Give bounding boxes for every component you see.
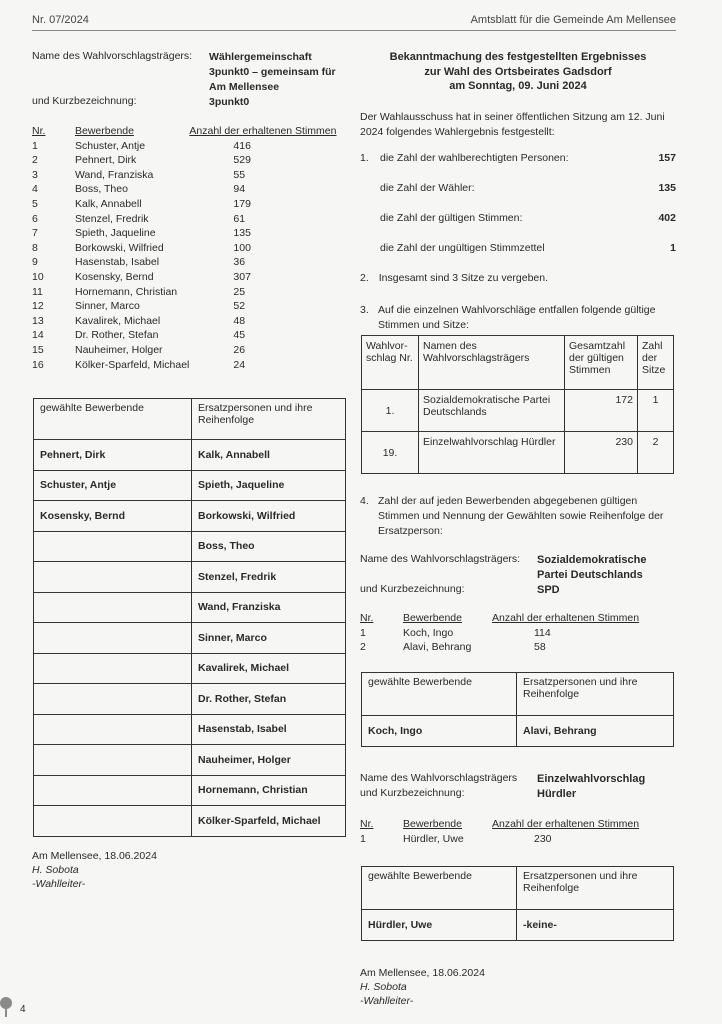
stat-invalid-ballots: die Zahl der ungültigen Stimmzettel 1 xyxy=(380,242,676,254)
publication-title: Amtsblatt für die Gemeinde Am Mellensee xyxy=(470,14,676,26)
table-row: Kosensky, Bernd Borkowski, Wilfried xyxy=(34,501,346,532)
hdr-seats: Zahl der Sitze xyxy=(638,336,674,390)
nominator-label: Name des Wahlvorschlagsträgers: xyxy=(32,50,193,62)
table-row: 3 Wand, Franziska 55 xyxy=(32,168,246,181)
table-row: 9 Hasenstab, Isabel 36 xyxy=(32,256,246,269)
page-number: 4 xyxy=(20,1004,26,1015)
table-row: Dr. Rother, Stefan xyxy=(34,684,346,715)
substitutes-header: Ersatzpersonen und ihre Reihenfolge xyxy=(192,399,346,440)
huerdler-name: Einzelwahlvorschlag Hürdler xyxy=(537,773,646,800)
result-row: 19. Einzelwahlvorschlag Hürdler 230 2 xyxy=(362,432,674,474)
elected-rows xyxy=(34,440,346,837)
col-candidate: Bewerbende xyxy=(75,125,134,137)
table-row: Kölker-Sparfeld, Michael xyxy=(34,806,346,837)
spd-nominator-block: Name des Wahlvorschlagsträgers: Sozialdemokratische Partei Deutschlands SPD und Kurzbezeichnung: xyxy=(360,553,647,596)
stat-eligible: die Zahl der wahlberechtigten Personen: 157 xyxy=(380,152,676,164)
hdr-nominator: Namen des Wahlvorschlagsträgers xyxy=(419,336,565,390)
huerdler-candidate-table: Nr. Bewerbende Anzahl der erhaltenen Stimmen 1 Hürdler, Uwe 230 xyxy=(360,818,639,847)
table-row: Hornemann, Christian xyxy=(34,775,346,806)
signer: H. Sobota xyxy=(32,864,79,876)
table-row: 1 Koch, Ingo 114 xyxy=(360,626,551,639)
short-label: und Kurzbezeichnung: xyxy=(32,95,137,107)
table-row: 1 Schuster, Antje 416 xyxy=(32,139,251,152)
table-row: 4 Boss, Theo 94 xyxy=(32,183,246,196)
table-row: 6 Stenzel, Fredrik 61 xyxy=(32,212,246,225)
nominator-name: Wählergemeinschaft 3punkt0 – gemeinsam für Am Mellensee 3punkt0 xyxy=(209,51,336,108)
table-row: 7 Spieth, Jaqueline 135 xyxy=(32,227,251,240)
nominator-block xyxy=(32,50,352,114)
table-row: 5 Kalk, Annabell 179 xyxy=(32,197,251,210)
huerdler-nominator-block: Name des Wahlvorschlagsträgers Einzelwahlvorschlag Hürdler und Kurzbezeichnung: xyxy=(360,772,646,800)
candidate-table xyxy=(32,125,336,373)
table-row: Schuster, Antje Spieth, Jaqueline xyxy=(34,470,346,501)
table-row: 16 Kölker-Sparfeld, Michael 24 xyxy=(32,358,246,371)
item-3: 3. Auf die einzelnen Wahlvorschläge entfallen folgende gültige Stimmen und Sitze: xyxy=(360,304,656,331)
table-row: Stenzel, Fredrik xyxy=(34,562,346,593)
table-row: Hasenstab, Isabel xyxy=(34,714,346,745)
huerdler-elected-table: gewählte Bewerbende Ersatzpersonen und ihre Reihenfolge Hürdler, Uwe -keine- xyxy=(361,866,674,941)
right-signature: Am Mellensee, 18.06.2024 H. Sobota -Wahlleiter- xyxy=(360,967,485,1007)
hdr-list-nr: Wahlvor-schlag Nr. xyxy=(362,336,419,390)
table-row: Wand, Franziska xyxy=(34,592,346,623)
table-row: Koch, Ingo Alavi, Behrang xyxy=(362,716,674,747)
tree-icon xyxy=(0,995,14,1017)
table-row: Pehnert, Dirk Kalk, Annabell xyxy=(34,440,346,471)
stat-valid-votes: die Zahl der gültigen Stimmen: 402 xyxy=(380,212,676,224)
spd-elected-table: gewählte Bewerbende Ersatzpersonen und ihre Reihenfolge Koch, Ingo Alavi, Behrang xyxy=(361,672,674,747)
table-row: 13 Kavalirek, Michael 48 xyxy=(32,314,246,327)
table-row: Boss, Theo xyxy=(34,531,346,562)
table-row: 15 Nauheimer, Holger 26 xyxy=(32,343,246,356)
results-table xyxy=(361,335,674,474)
candidate-rows xyxy=(32,140,336,374)
announcement-title: Bekanntmachung des festgestellten Ergebnisses zur Wahl des Ortsbeirates Gadsdorf am Sonntag, 09. Juni 2024 xyxy=(389,51,647,92)
left-signature xyxy=(32,849,157,891)
item-4: 4. Zahl der auf jeden Bewerbenden abgegebenen gültigen Stimmen und Nennung der Gewählten sowie Reihenfolge der Ersatzperson: xyxy=(360,495,664,537)
table-row: 8 Borkowski, Wilfried 100 xyxy=(32,241,251,254)
result-row: 1. Sozialdemokratische Partei Deutschlands 172 1 xyxy=(362,390,674,432)
col-votes: Anzahl der erhaltenen Stimmen xyxy=(189,125,337,137)
table-row: 2 Alavi, Behrang 58 xyxy=(360,641,546,654)
spd-name: Sozialdemokratische Partei Deutschlands SPD xyxy=(537,554,647,596)
table-row: Hürdler, Uwe -keine- xyxy=(362,910,674,941)
elected-table xyxy=(33,398,346,837)
table-row: 11 Hornemann, Christian 25 xyxy=(32,285,246,298)
signer-role: -Wahlleiter- xyxy=(32,878,86,890)
item-2: 2. Insgesamt sind 3 Sitze zu vergeben. xyxy=(360,272,549,284)
table-row: Kavalirek, Michael xyxy=(34,653,346,684)
spd-candidate-table: Nr. Bewerbende Anzahl der erhaltenen Stimmen 1 Koch, Ingo 114 2 Alavi, Behrang 58 xyxy=(360,612,639,656)
table-row: Nauheimer, Holger xyxy=(34,745,346,776)
hdr-total-votes: Gesamtzahl der gültigen Stimmen xyxy=(565,336,638,390)
table-row: 14 Dr. Rother, Stefan 45 xyxy=(32,329,246,342)
issue-number: Nr. 07/2024 xyxy=(32,14,89,26)
table-row: 10 Kosensky, Bernd 307 xyxy=(32,270,251,283)
stat-voters: die Zahl der Wähler: 135 xyxy=(380,182,676,194)
intro-text: Der Wahlausschuss hat in seiner öffentlichen Sitzung am 12. Juni 2024 folgendes Wahlergebnis festgestellt: xyxy=(360,111,665,138)
table-row: 12 Sinner, Marco 52 xyxy=(32,300,246,313)
header-rule xyxy=(32,30,676,31)
item-1-number: 1. xyxy=(360,152,369,164)
table-row: Sinner, Marco xyxy=(34,623,346,654)
table-row: 2 Pehnert, Dirk 529 xyxy=(32,154,251,167)
table-row: 1 Hürdler, Uwe 230 xyxy=(360,832,552,845)
col-nr: Nr. xyxy=(32,125,46,137)
elected-header: gewählte Bewerbende xyxy=(34,399,192,440)
place-date: Am Mellensee, 18.06.2024 xyxy=(32,850,157,862)
